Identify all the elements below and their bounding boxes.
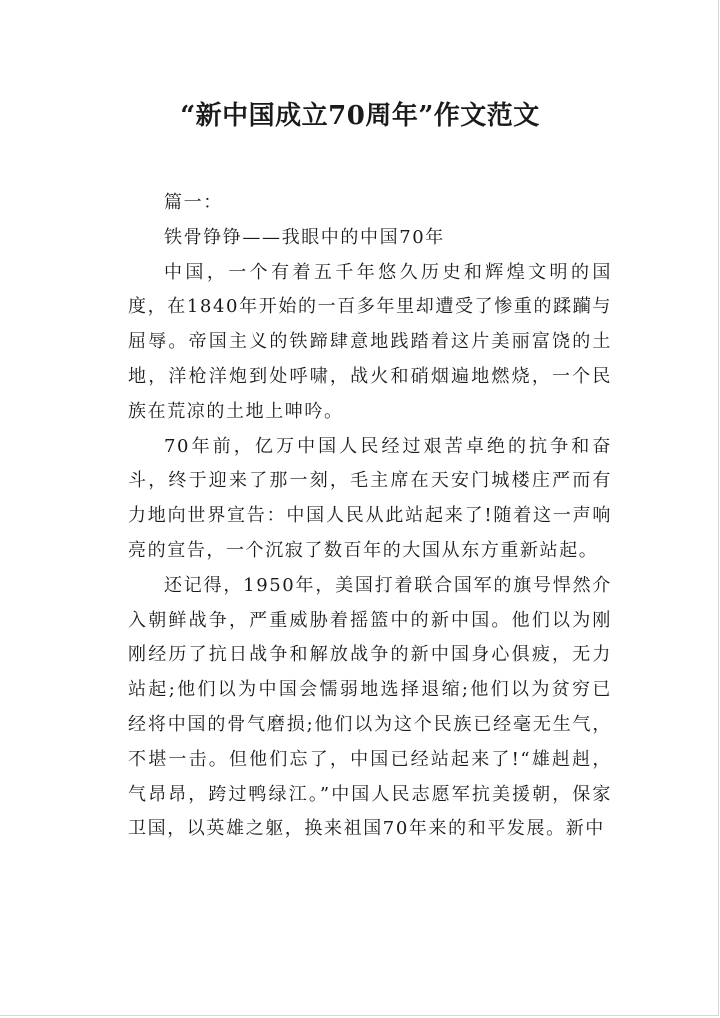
paragraph: 还记得，1950年，美国打着联合国军的旗号悍然介入朝鲜战争，严重威胁着摇篮中的新中国。他们以为刚刚经历了抗日战争和解放战争的新中国身心俱疲，无力站起;他们以为中国会懦弱地选择退缩;他们以为贫穷已经将中国的骨气磨损;他们以为这个民族已经毫无生气，不堪一击。但他们忘了，中国已经站起来了!“雄赳赳，气昂昂，跨过鸭绿江。”中国人民志愿军抗美援朝，保家卫国，以英雄之躯，换来祖国70年来的和平发展。新中: [128, 574, 612, 840]
paragraph: 中国，一个有着五千年悠久历史和辉煌文明的国度，在1840年开始的一百多年里却遭受了惨重的蹂躏与屈辱。帝国主义的铁蹄肆意地践踏着这片美丽富饶的土地，洋枪洋炮到处呼啸，战火和硝烟遍地燃烧，一个民族在荒凉的土地上呻吟。: [128, 261, 612, 422]
section-label: 篇一：: [164, 192, 223, 213]
document-body: [128, 186, 612, 847]
paragraph: 70年前，亿万中国人民经过艰苦卓绝的抗争和奋斗，终于迎来了那一刻，毛主席在天安门城楼庄严而有力地向世界宣告：中国人民从此站起来了!随着这一声响亮的宣告，一个沉寂了数百年的大国从东方重新站起。: [128, 435, 612, 561]
essay-title: 铁骨铮铮——我眼中的中国70年: [164, 226, 445, 248]
document-title: “新中国成立70周年”作文范文: [180, 101, 540, 131]
